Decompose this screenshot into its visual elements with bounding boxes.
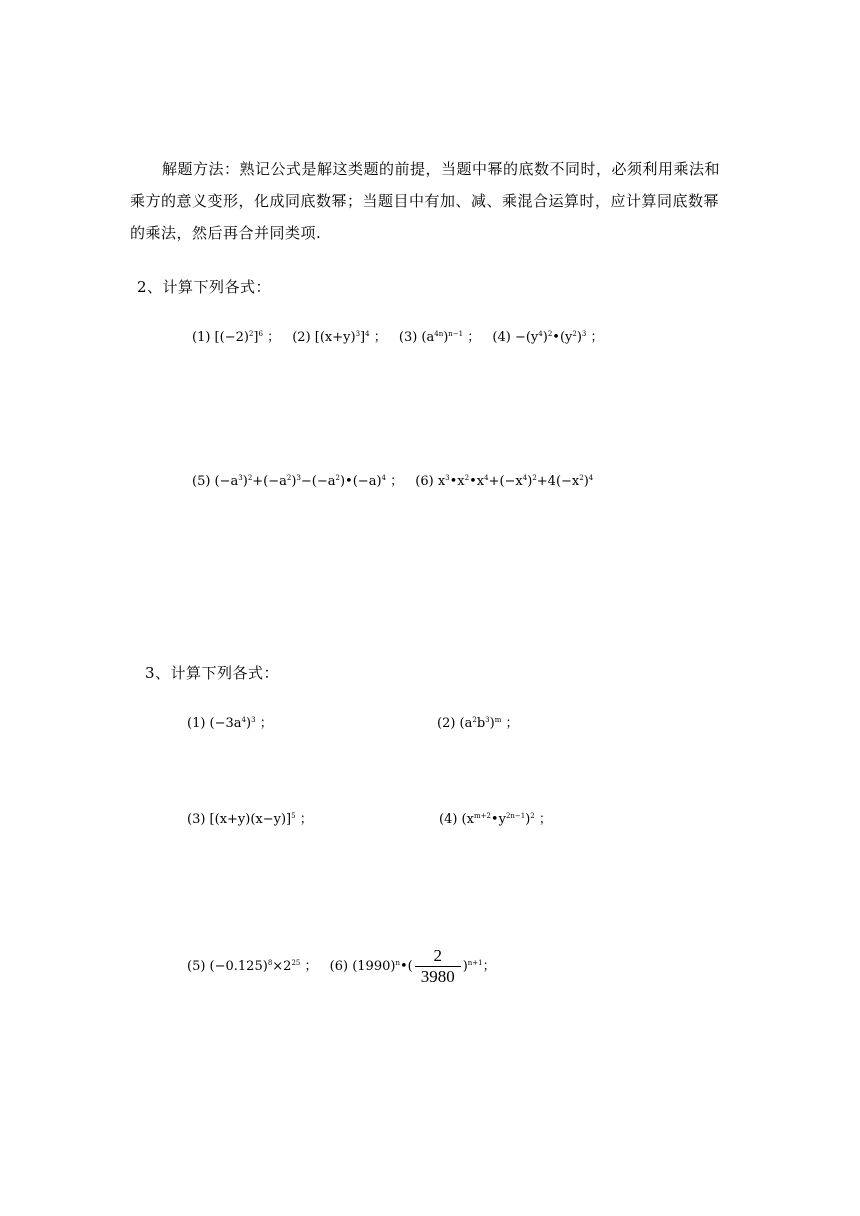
section-2-row-1: (1) $[(-2)^2]^6$ ； (2) $[(x+y)^3]^4$ ； (3) $(a^{4n})^{n-1}$ ； $(4) -(y^4)^2•(y^2)^3$ ； xyxy=(192,330,604,345)
section-3-item-5-6: (5) $(-0.125)^8\times 2^{25}$ ； (6) $(1990)^n•$( $\frac{2}{3980}$ )$^{n+1}$； xyxy=(187,946,496,986)
section-3-heading: 3、计算下列各式： xyxy=(145,664,280,682)
fraction-numerator: 2 xyxy=(433,946,442,965)
method-line-3: 的乘法，然后再合并同类项. xyxy=(130,224,322,242)
method-paragraph xyxy=(130,153,750,249)
method-line-1: 解题方法：熟记公式是解这类题的前提，当题中幂的底数不同时，必须利用乘法和 xyxy=(162,160,721,178)
method-line-2: 乘方的意义变形，化成同底数幂；当题目中有加、减、乘混合运算时，应计算同底数幂 xyxy=(130,192,720,210)
fraction xyxy=(415,946,461,987)
section-3-item-1: (1) $(-3a^4)^3$ ； xyxy=(187,716,273,731)
section-2-row-2: (5) $(-a^3)^2+(-a^2)^3-(-a^2)•(-a)^4$ ； (6) $x^3•x^2•x^4+(-x^4)^2+4(-x^2)^4$ xyxy=(192,474,594,489)
section-3-item-2: (2) $(a^2b^3)^m$ ； xyxy=(437,716,519,731)
section-3-item-3: (3) $[(x+y)(x-y)]^5$ ； xyxy=(187,812,313,827)
section-3-item-4: (4) $(x^{m+2}•y^{2n-1})^2$ ； xyxy=(439,812,552,827)
fraction-denominator: 3980 xyxy=(420,967,455,986)
section-2-heading: 2、计算下列各式： xyxy=(137,278,272,296)
